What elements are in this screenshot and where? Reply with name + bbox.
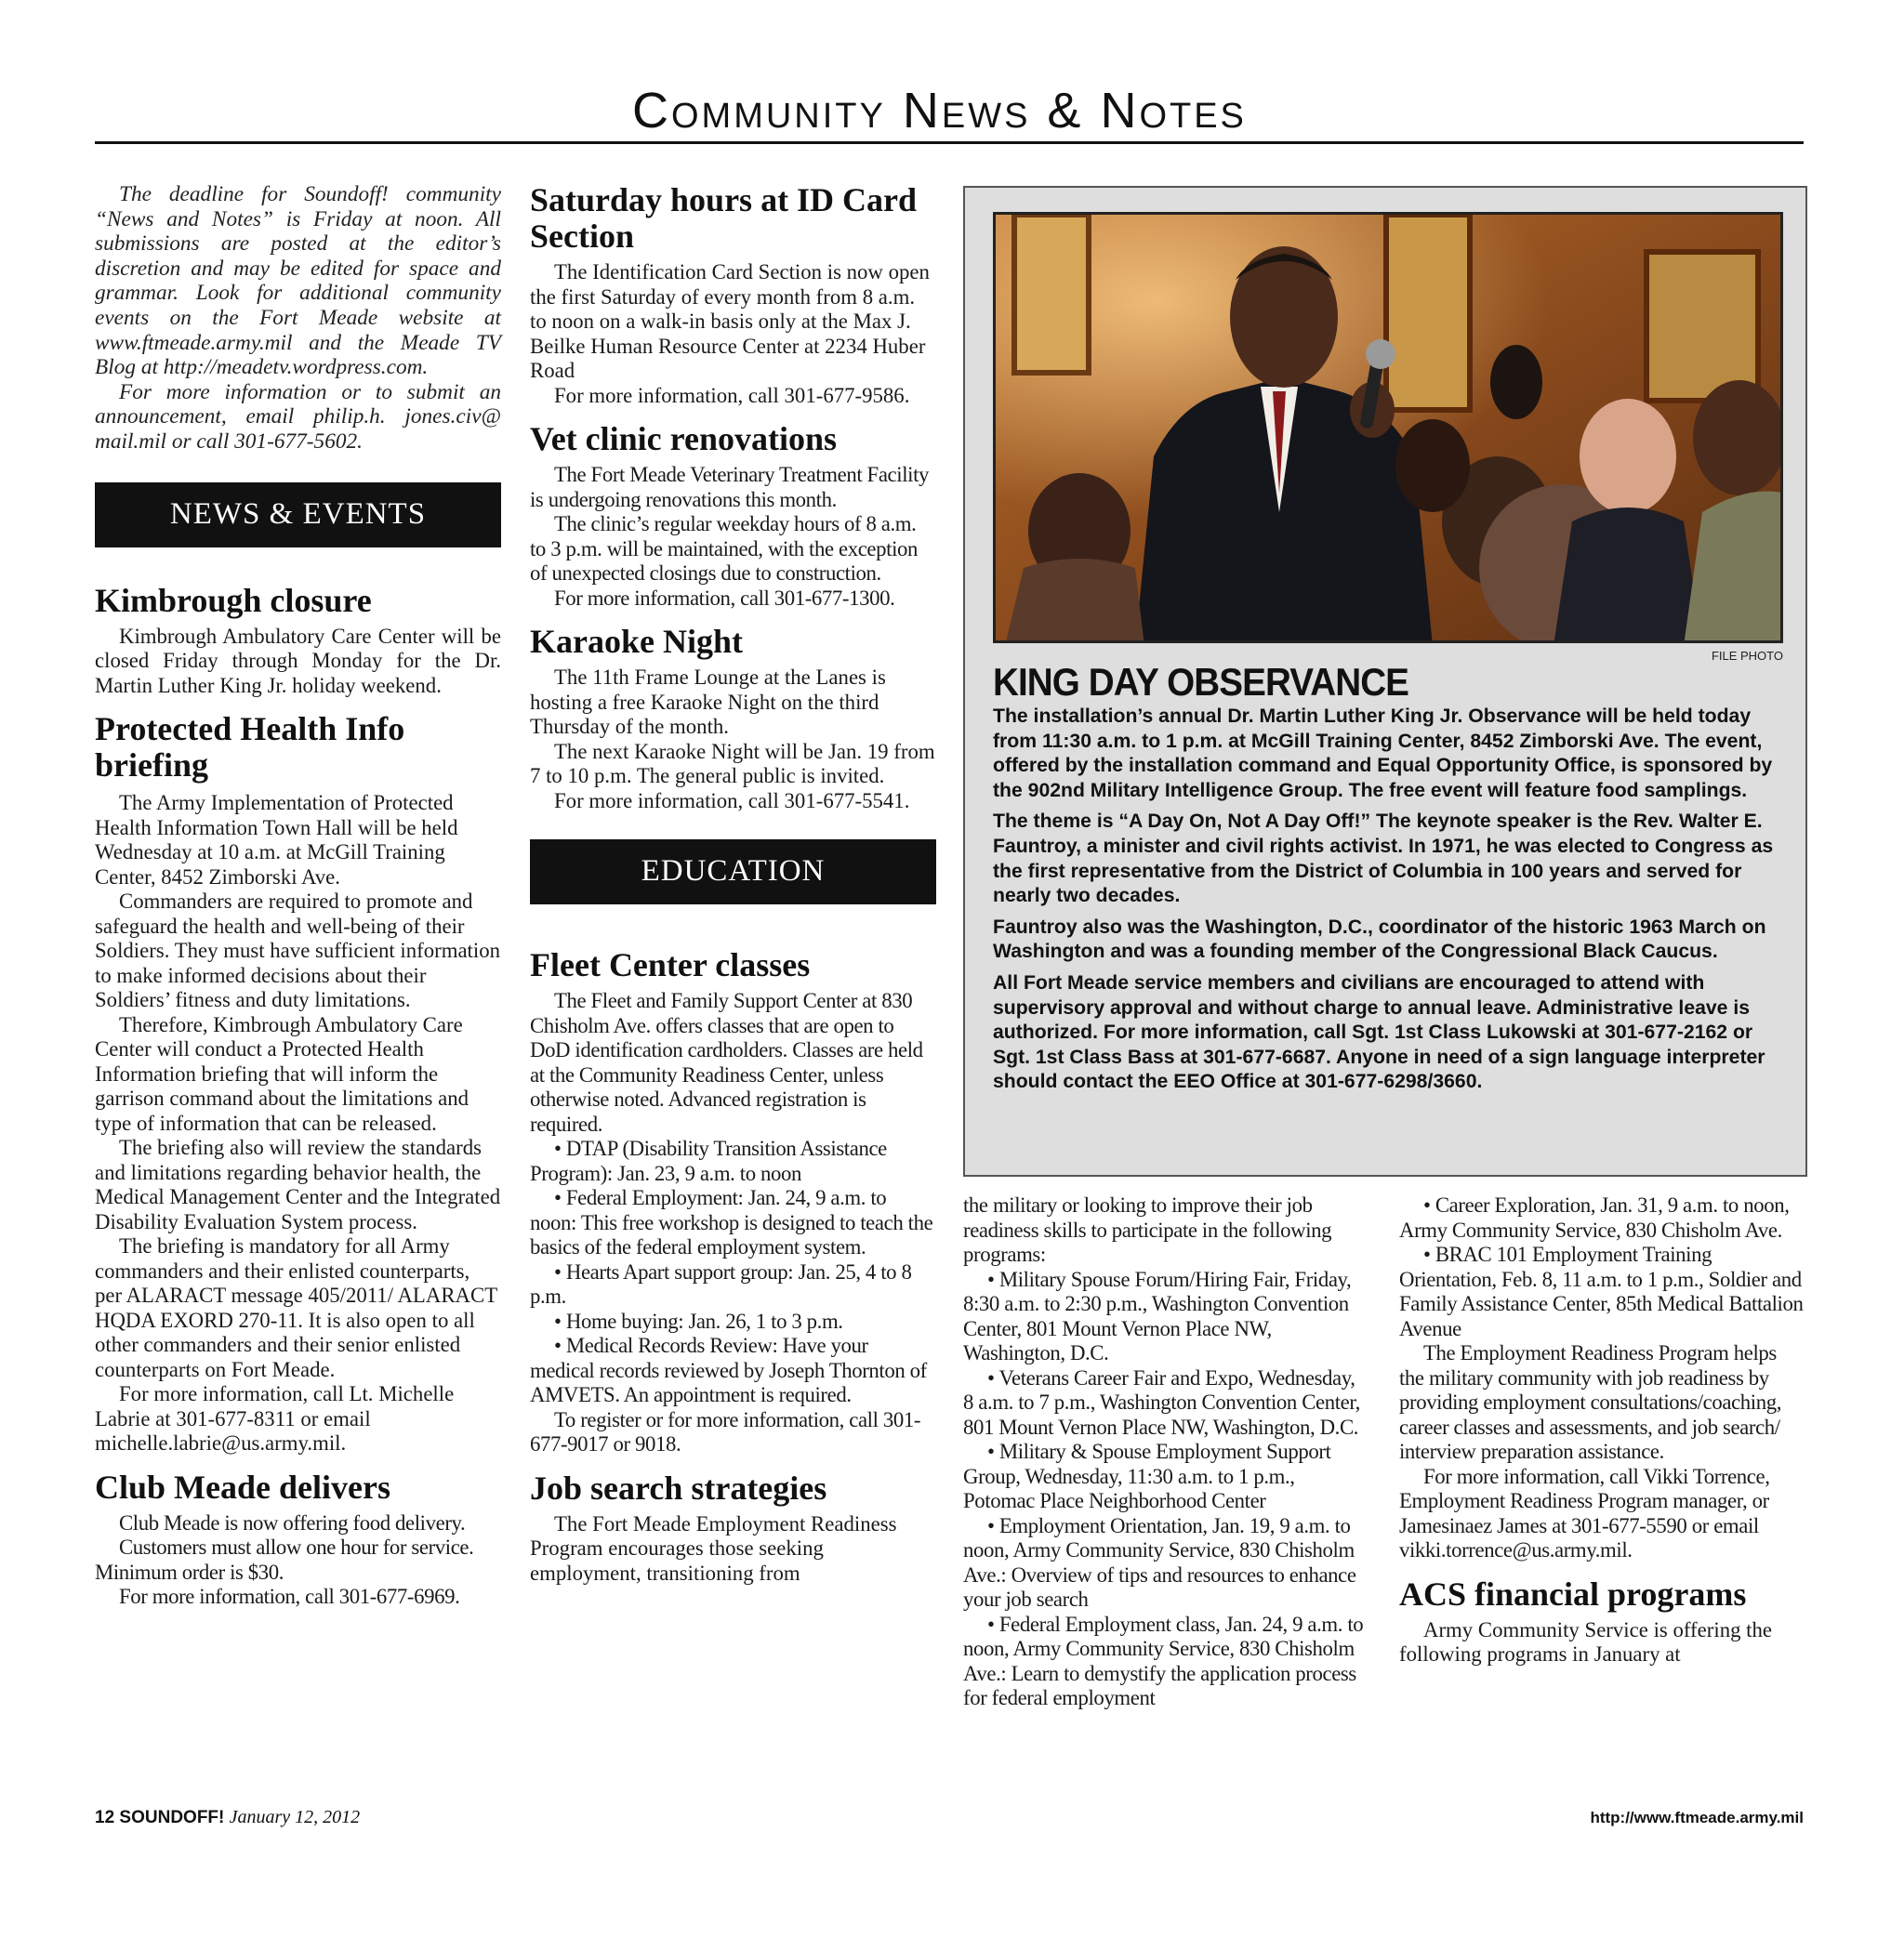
page-number: 12	[95, 1808, 115, 1827]
page-title: Community News & Notes	[632, 83, 1247, 138]
paragraph: To register or for more information, call 301-677-9017 or 9018.	[530, 1407, 921, 1456]
column-3	[963, 1193, 1369, 1711]
header-divider	[95, 141, 1804, 144]
paragraph: Customers must allow one hour for service. Minimum order is $30.	[95, 1536, 474, 1584]
column-1	[95, 182, 501, 1610]
king-day-photo	[993, 212, 1783, 643]
paragraph: For more information, call Vikki Torrence, Employment Readiness Program manager, or Jamesinaez James at 301-677-5590 or email vikki.torrence@us.army.mil.	[1399, 1464, 1770, 1562]
article-body-kimbrough	[95, 625, 501, 699]
intro-note	[95, 182, 501, 455]
paragraph: Commanders are required to promote and safeguard the health and well-being of their Soldiers. They must have sufficient information to make informed decisions about their Soldiers’ fitness and duty limitations.	[95, 890, 501, 1012]
king-day-feature-box	[963, 186, 1807, 1177]
column-2	[530, 182, 936, 1586]
paragraph: Kimbrough Ambulatory Care Center will be closed Friday through Monday for the Dr. Martin Luther King Jr. holiday weekend.	[95, 624, 501, 697]
intro-paragraph: The deadline for Soundoff! community “News and Notes” is Friday at noon. All submissions are posted at the editor’s discretion and may be edited for space and grammar. Look for additional community events on the Fort Meade website at www.ftmeade.army.mil and the Meade TV Blog at http://meadetv.wordpress.com.	[95, 182, 501, 380]
article-title-job-search: Job search strategies	[530, 1469, 827, 1507]
bullet-item: • Medical Records Review: Have your medical records reviewed by Joseph Thornton of AMVETS. An appointment is required.	[530, 1334, 927, 1406]
paragraph: The installation’s annual Dr. Martin Luther King Jr. Observance will be held today from 11:30 a.m. to 1 p.m. at McGill Training Center, 8452 Zimborski Ave. The event, offered by the installation command and Equal Opportunity Office, is sponsored by the 902nd Military Intelligence Group. The free event will feature food samplings.	[993, 705, 1773, 801]
paragraph: The briefing also will review the standards and limitations regarding behavior health, the Medical Management Center and the Integrated Disability Evaluation System process.	[95, 1136, 501, 1233]
king-day-body	[993, 705, 1792, 1101]
paragraph: the military or looking to improve their job readiness skills to participate in the following programs:	[963, 1193, 1332, 1266]
paragraph: For more information, call Lt. Michelle Labrie at 301-677-8311 or email michelle.labrie@us.army.mil.	[95, 1382, 455, 1456]
article-body-id-card	[530, 260, 936, 408]
website-url: http://www.ftmeade.army.mil	[1590, 1809, 1804, 1826]
speaker-photo-illustration	[996, 215, 1783, 643]
column-4	[1399, 1193, 1805, 1668]
article-title-phi: Protected Health Info briefing	[95, 710, 405, 784]
paragraph: The 11th Frame Lounge at the Lanes is hosting a free Karaoke Night on the third Thursday of the month.	[530, 666, 886, 738]
article-body-vet-clinic	[530, 463, 936, 611]
article-body-phi	[95, 791, 501, 1457]
bullet-item: • Federal Employment class, Jan. 24, 9 a.m. to noon, Army Community Service, 830 Chisholm Ave.: Learn to demystify the application process for federal employment	[963, 1612, 1364, 1709]
bullet-item: • Federal Employment: Jan. 24, 9 a.m. to noon: This free workshop is designed to teach the basics of the federal employment system.	[530, 1186, 933, 1259]
intro-contact-paragraph: For more information or to submit an announcement, email philip.h. jones.civ@ mail.mil or call 301-677-5602.	[95, 379, 501, 454]
article-title-fleet-center: Fleet Center classes	[530, 946, 811, 983]
paragraph: The next Karaoke Night will be Jan. 19 from 7 to 10 p.m. The general public is invited.	[530, 739, 935, 787]
paragraph: The Fort Meade Employment Readiness Program encourages those seeking employment, transitioning from	[530, 1511, 897, 1585]
issue-date: January 12, 2012	[229, 1807, 361, 1827]
article-body-acs	[1399, 1618, 1805, 1668]
paragraph: For more information, call 301-677-6969.	[119, 1585, 460, 1609]
paragraph: Club Meade is now offering food delivery.	[119, 1510, 466, 1535]
publication-name: SOUNDOFF!	[119, 1808, 225, 1827]
bullet-item: • Military & Spouse Employment Support Group, Wednesday, 11:30 a.m. to 1 p.m., Potomac Place Neighborhood Center	[963, 1440, 1331, 1512]
photo-credit: FILE PHOTO	[1711, 649, 1783, 663]
paragraph: Fauntroy also was the Washington, D.C., coordinator of the historic 1963 March on Washington and was a founding member of the Congressional Black Caucus.	[993, 916, 1766, 963]
paragraph: For more information, call 301-677-1300.	[554, 586, 895, 610]
page-footer-left	[95, 1807, 360, 1828]
bullet-item: • DTAP (Disability Transition Assistance Program): Jan. 23, 9 a.m. to noon	[530, 1137, 887, 1185]
paragraph: The Fleet and Family Support Center at 830 Chisholm Ave. offers classes that are open to DoD identification cardholders. Classes are held at the Community Readiness Center, unless otherwise noted. Advanced registration is required.	[530, 989, 923, 1136]
paragraph: The briefing is mandatory for all Army commanders and their enlisted counterparts, per ALARACT message 405/2011/ ALARACT HQDA EXORD 270-11. It is also open to all other commanders and their senior enlisted counterparts on Fort Meade.	[95, 1234, 497, 1381]
king-day-title: KING DAY OBSERVANCE	[993, 660, 1409, 704]
bullet-item: • BRAC 101 Employment Training Orientation, Feb. 8, 11 a.m. to 1 p.m., Soldier and Family Assistance Center, 85th Medical Battalion Avenue	[1399, 1243, 1804, 1340]
article-body-club-meade	[95, 1511, 501, 1610]
article-title-id-card: Saturday hours at ID Card Section	[530, 181, 918, 255]
paragraph: For more information, call 301-677-5541.	[554, 788, 910, 812]
paragraph: The Fort Meade Veterinary Treatment Facility is undergoing renovations this month.	[530, 463, 929, 511]
bullet-item: • Military Spouse Forum/Hiring Fair, Friday, 8:30 a.m. to 2:30 p.m., Washington Convention Center, 801 Mount Vernon Place NW, Washington, D.C.	[963, 1267, 1352, 1364]
article-body-karaoke	[530, 666, 936, 813]
bullet-item: • Employment Orientation, Jan. 19, 9 a.m. to noon, Army Community Service, 830 Chisholm Ave.: Overview of tips and resources to enhance your job search	[963, 1513, 1356, 1611]
bullet-item: • Hearts Apart support group: Jan. 25, 4 to 8 p.m.	[530, 1259, 912, 1308]
paragraph: The clinic’s regular weekday hours of 8 a.m. to 3 p.m. will be maintained, with the exception of unexpected closings due to construction.	[530, 512, 919, 585]
article-title-club-meade: Club Meade delivers	[95, 1468, 390, 1506]
paragraph: The Army Implementation of Protected Health Information Town Hall will be held Wednesday at 10 a.m. at McGill Training Center, 8452 Zimborski Ave.	[95, 791, 458, 889]
article-title-karaoke: Karaoke Night	[530, 623, 743, 660]
bullet-item: • Home buying: Jan. 26, 1 to 3 p.m.	[554, 1309, 843, 1333]
news-events-banner: NEWS & EVENTS	[95, 482, 501, 547]
article-body-job-search	[530, 1512, 936, 1587]
bullet-item: • Veterans Career Fair and Expo, Wednesday, 8 a.m. to 7 p.m., Washington Convention Center, 801 Mount Vernon Place NW, Washington, D.C.	[963, 1365, 1360, 1439]
article-title-vet-clinic: Vet clinic renovations	[530, 420, 837, 457]
paragraph: Therefore, Kimbrough Ambulatory Care Center will conduct a Protected Health Information briefing that will inform the garrison command about the limitations and type of information that can be released.	[95, 1012, 469, 1135]
article-body-fleet-center	[530, 989, 936, 1457]
paragraph: The Employment Readiness Program helps the military community with job readiness by providing employment consultations/coaching, career classes and assessments, and job search/ interview preparation assistance.	[1399, 1341, 1782, 1463]
paragraph: For more information, call 301-677-9586.	[554, 383, 910, 407]
paragraph: Army Community Service is offering the following programs in January at	[1399, 1617, 1773, 1666]
education-banner: EDUCATION	[530, 839, 936, 904]
article-title-kimbrough: Kimbrough closure	[95, 581, 372, 619]
paragraph: The Identification Card Section is now open the first Saturday of every month from 8 a.m. to noon on a walk-in basis only at the Max J. Beilke Human Resource Center at 2234 Huber Road	[530, 260, 930, 382]
article-title-acs: ACS financial programs	[1399, 1575, 1747, 1613]
article-body-job-search-continued	[963, 1193, 1369, 1711]
article-body-job-search-continued-2	[1399, 1193, 1805, 1563]
paragraph: All Fort Meade service members and civilians are encouraged to attend with supervisory approval and without charge to annual leave. Administrative leave is authorized. For more information, call Sgt. 1st Class Lukowski at 301-677-2162 or Sgt. 1st Class Bass at 301-677-6687. Anyone in need of a sign language interpreter should contact the EEO Office at 301-677-6298/3660.	[993, 971, 1765, 1093]
bullet-item: • Career Exploration, Jan. 31, 9 a.m. to noon, Army Community Service, 830 Chisholm Ave.	[1399, 1193, 1790, 1242]
paragraph: The theme is “A Day On, Not A Day Off!” The keynote speaker is the Rev. Walter E. Fauntroy, a minister and civil rights activist. In 1971, he was elected to Congress as the first representative from the District of Columbia in 100 years and served for nearly two decades.	[993, 811, 1774, 907]
